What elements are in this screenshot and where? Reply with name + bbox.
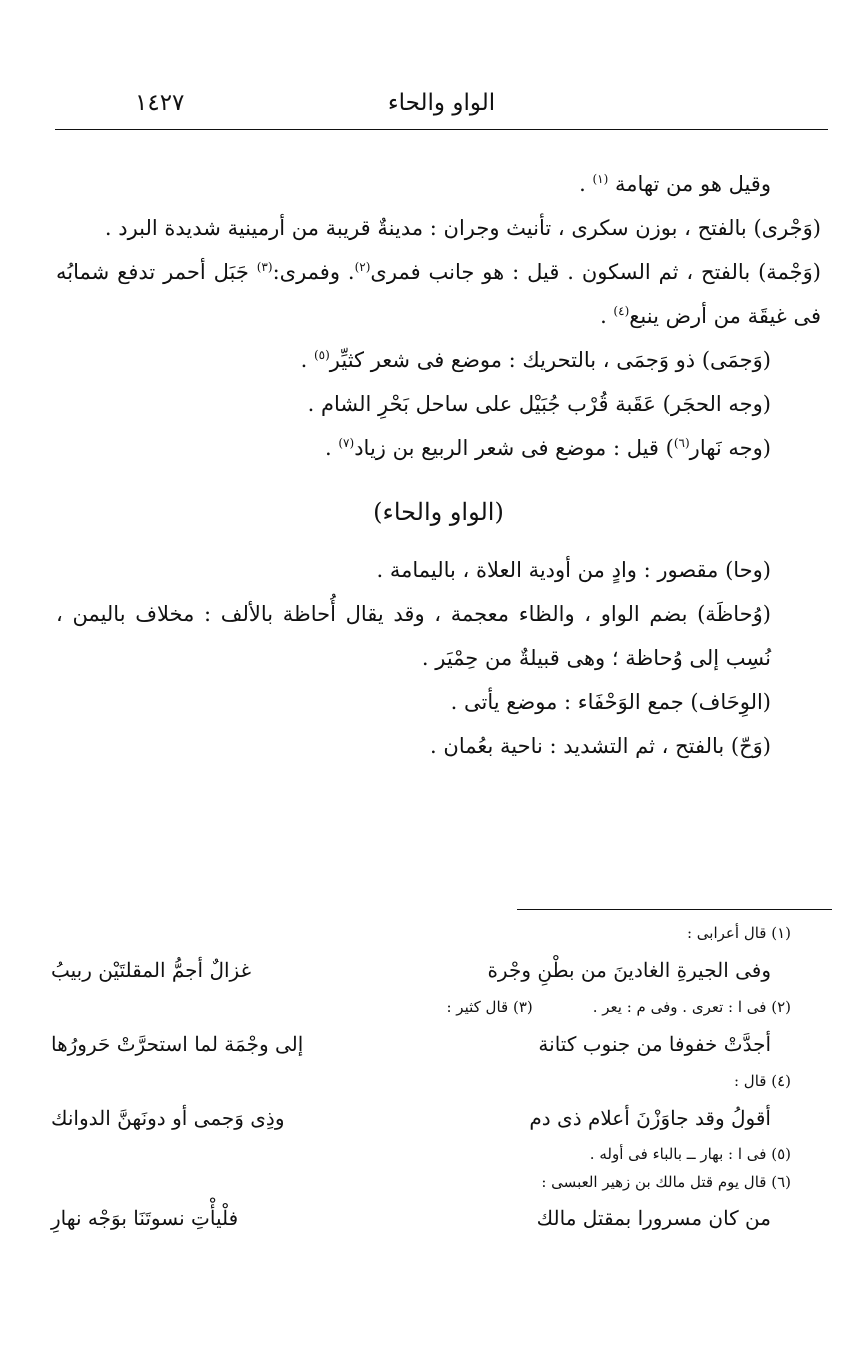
main-text — [56, 162, 821, 768]
entry-wahh: (وَحّ) بالفتح ، ثم التشديد : ناحية بعُمان . — [430, 734, 771, 758]
verse-second-half: وذِى وَجمى أو دونَهنَّ الدوانك — [51, 1106, 285, 1130]
page-number: ١٤٢٧ — [135, 90, 185, 116]
entry-alwihaf: (الوِحَاف) جمع الوَحْفَاء : موضع يأتى . — [450, 690, 771, 714]
entry-line: وقيل هو من تهامة $^{(١)}$ . — [579, 172, 771, 196]
footnote-row — [51, 992, 791, 1022]
entry-waha: (وحا) مقصور : وادٍ من أودية العلاة ، باليمامة . — [376, 558, 771, 582]
footnote-5: (٥) فى ا : بهار ــ بالباء فى أوله . — [589, 1145, 791, 1163]
running-header — [55, 88, 828, 128]
footnote-ref: (٦) — [673, 436, 690, 450]
verse-second-half: فلْيأْتِ نسوتَنَا بوَجْه نهارِ — [51, 1206, 239, 1230]
footnote-ref: (٣) — [256, 260, 273, 274]
entry-wuhaza: (وُحاظَة) بضم الواو ، والظاء معجمة ، وقد يقال أُحاظة بالألف : مخلاف باليمن ، نُسِب إلى وُحاظة ؛ وهى قبيلةٌ من حِمْيَر . — [56, 602, 771, 670]
verse-line — [51, 1096, 791, 1140]
verse-second-half: إلى وجْمَة لما استحرَّتْ حَرورُها — [51, 1032, 304, 1056]
verse-second-half: غزالٌ أجمُّ المقلتَيْن ربيبُ — [51, 958, 252, 982]
entry-wajma: (وَجْمة) بالفتح ، ثم السكون . قيل : هو جانب فمرى$^{(٢)}$. وفمرى:$^{(٣)}$ جَبَل أحمر تدفع شمابُه فى غيقَة من أرض ينبع$^{(٤)}$ . — [56, 260, 821, 328]
header-rule — [55, 129, 828, 130]
verse-line — [51, 948, 791, 992]
verse-first-half: من كان مسرورا بمقتل مالك — [536, 1206, 771, 1230]
footnote-label: (٦) قال يوم قتل مالك بن زهير العبسى : — [541, 1173, 791, 1191]
verse-first-half: أجدَّتْ خفوفا من جنوب كتانة — [538, 1032, 771, 1056]
footnote-ref: (١) — [592, 172, 609, 186]
entry-wajama: (وَجمَى) ذو وَجمَى ، بالتحريك : موضع فى شعر كثيِّر$^{(٥)}$ . — [300, 348, 771, 372]
header-title: الواو والحاء — [387, 90, 496, 116]
entry-wajh-nahar: (وجه نَهار$^{(٦)}$) قيل : موضع فى شعر الربيع بن زياد$^{(٧)}$ . — [325, 436, 771, 460]
footnote-label: (٤) قال : — [733, 1072, 791, 1090]
verse-first-half: وفى الجيرةِ الغادينَ من بطْنِ وجْرة — [487, 958, 771, 982]
entry-wajra: (وَجْرى) بالفتح ، بوزن سكرى ، تأنيث وجران : مدينةٌ قريبة من أرمينية شديدة البرد . — [104, 216, 821, 240]
entry-wajh-alhajar: (وجه الحجَر) عَقَبة قُرْب جُبَيْل على ساحل بَحْرِ الشام . — [307, 392, 771, 416]
footnote-ref: (٤) — [613, 304, 630, 318]
footnote-2: (٢) فى ا : تعرى . وفى م : يعر . — [592, 998, 791, 1016]
footnote-rule — [517, 909, 832, 910]
section-heading: (الواو والحاء) — [373, 498, 504, 526]
footnote-label: (١) قال أعرابى : — [686, 924, 791, 942]
footnote-ref: (٧) — [338, 436, 355, 450]
verse-line — [51, 1196, 791, 1240]
verse-first-half: أقولُ وقد جاوَزْنَ أعلام ذى دم — [529, 1106, 771, 1130]
footnote-3-label: (٣) قال كثير : — [446, 998, 533, 1016]
footnotes — [51, 918, 791, 1240]
footnote-ref: (٥) — [313, 348, 330, 362]
verse-line — [51, 1022, 791, 1066]
footnote-ref: (٢) — [354, 260, 371, 274]
